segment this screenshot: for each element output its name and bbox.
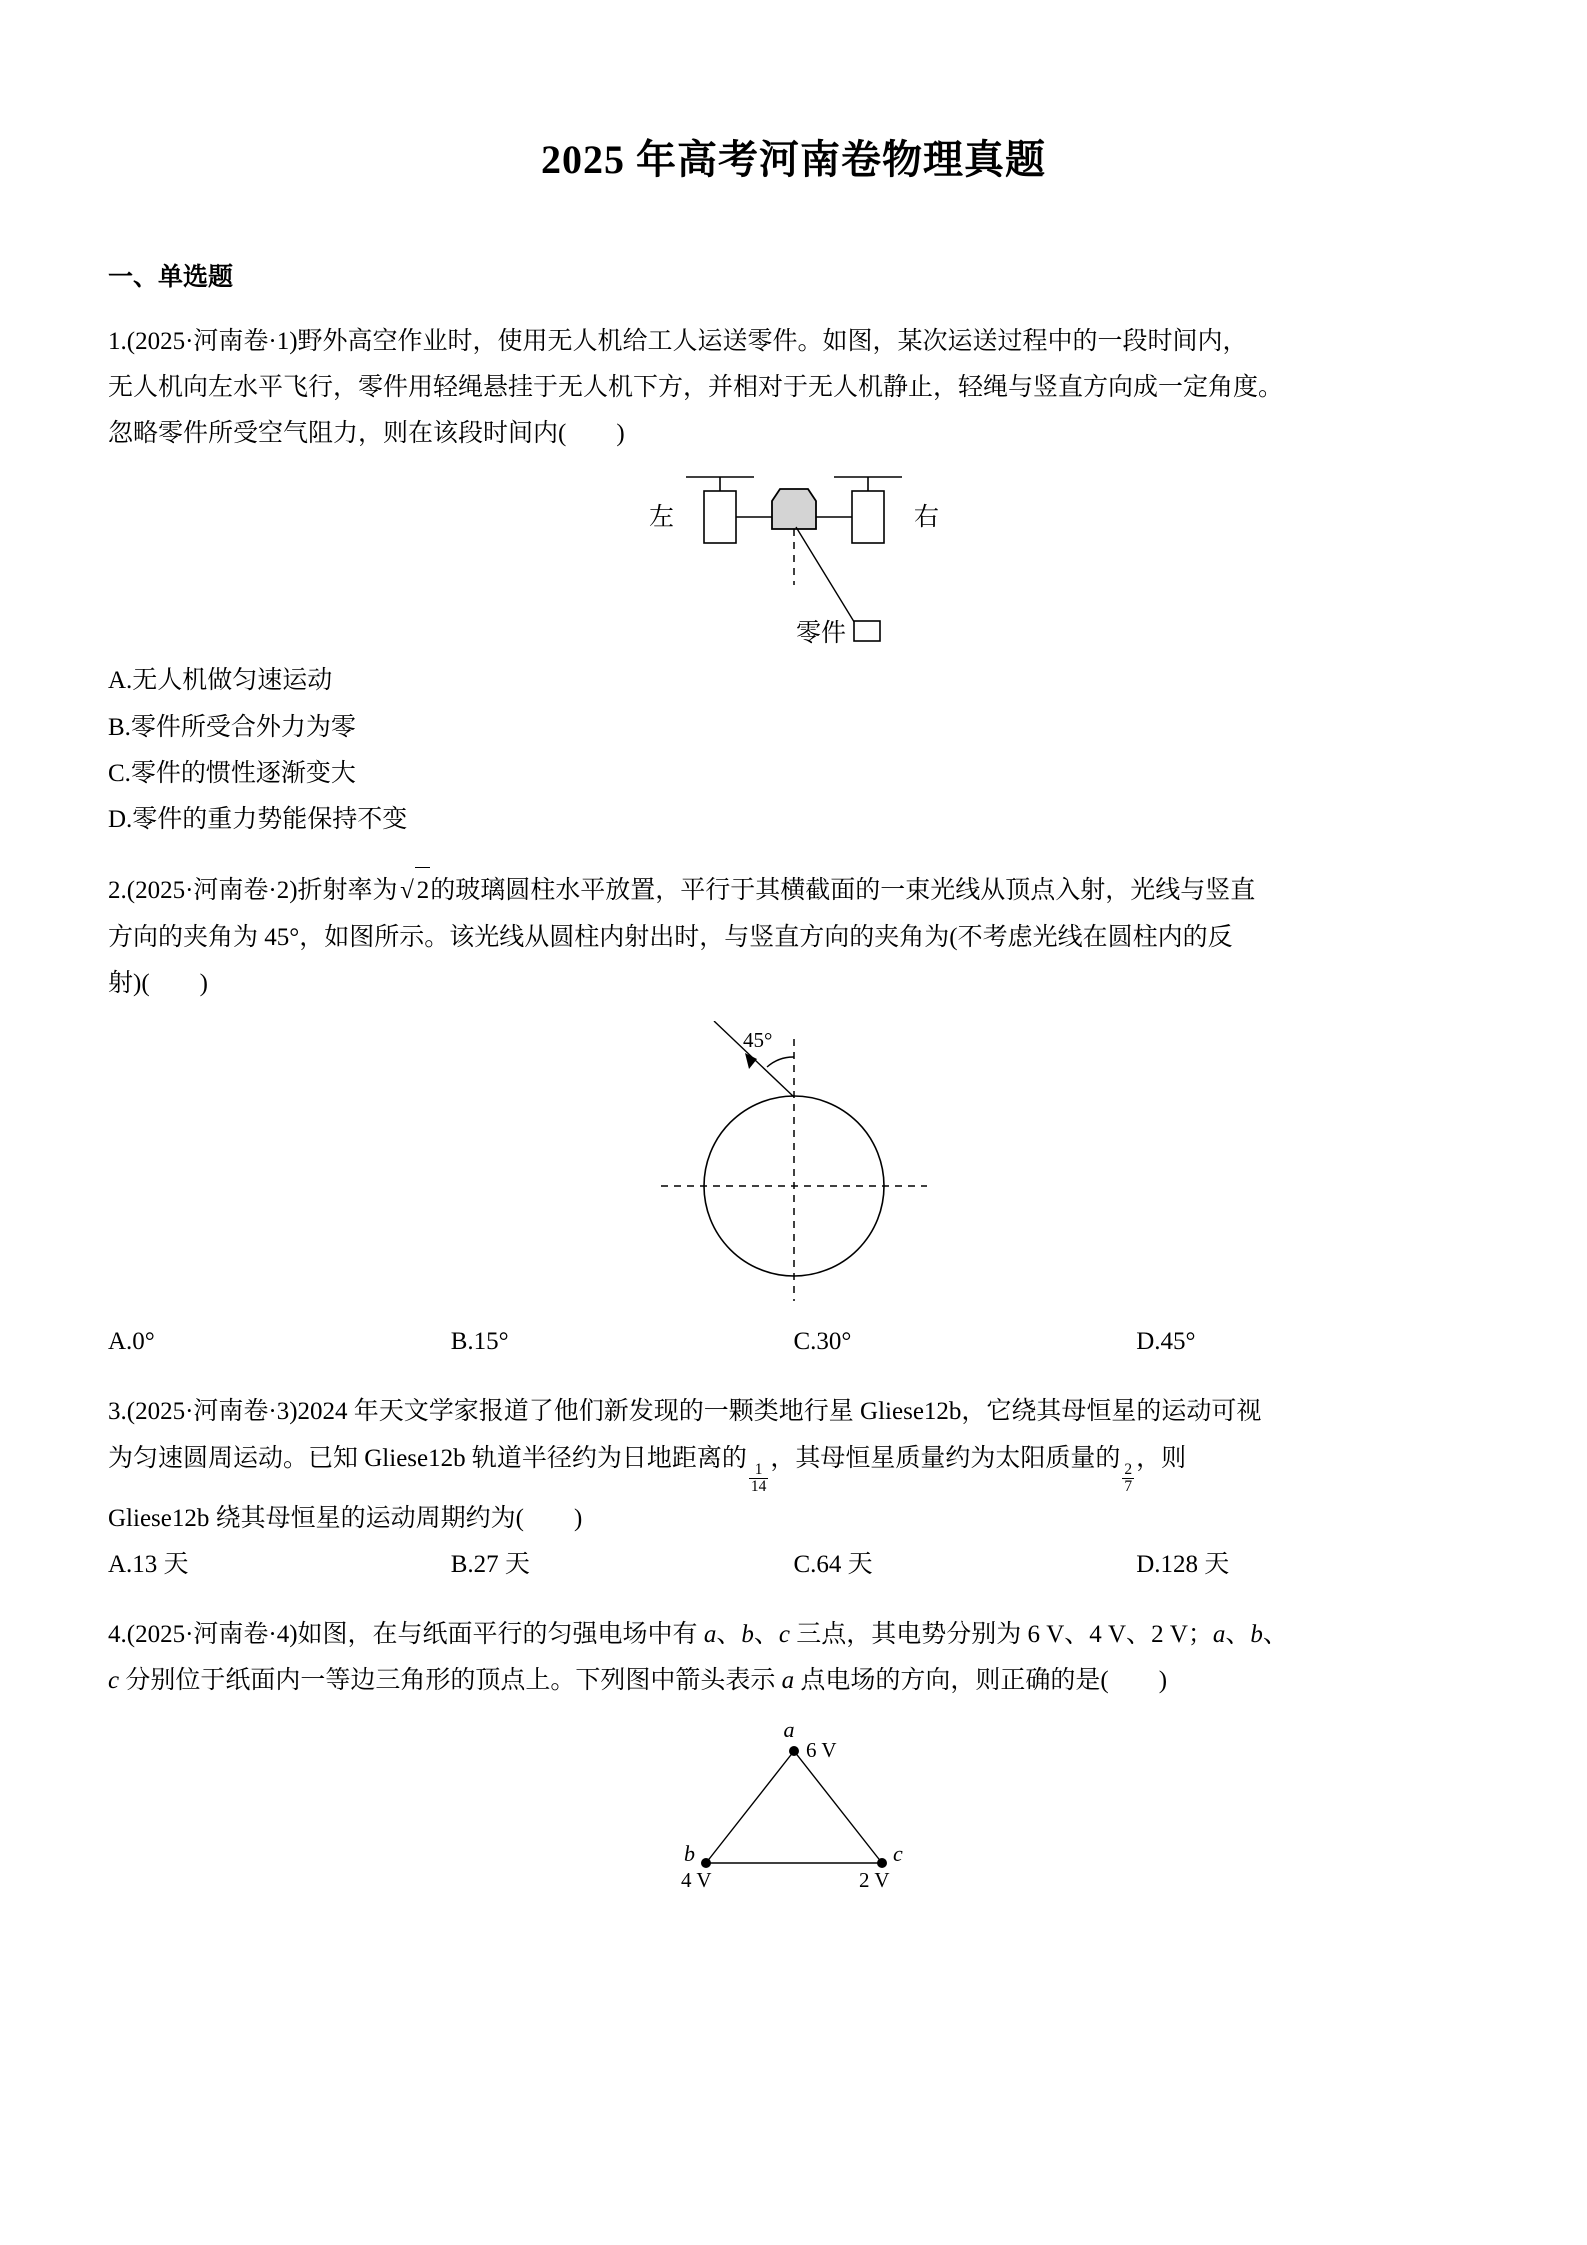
question-4-line-2-part-a: 分别位于纸面内一等边三角形的顶点上。下列图中箭头表示: [119, 1667, 782, 1695]
question-3-line-2-part-c: ，则: [1136, 1444, 1187, 1472]
equilateral-triangle-diagram: [659, 1715, 929, 1890]
question-3-options: [108, 1542, 1479, 1588]
question-4-line-2-part-b: 点电场的方向，则正确的是( ): [794, 1667, 1168, 1695]
question-3-option-c[interactable]: C.64 天: [793, 1550, 873, 1578]
question-4-line-1-part-c: 、: [753, 1621, 779, 1649]
question-4-line-1: [108, 1612, 1479, 1658]
point-a-label-2: a: [1212, 1621, 1226, 1649]
point-a-label-3: a: [781, 1667, 795, 1695]
suspension-rope: [796, 527, 856, 625]
fraction-denominator: 7: [1124, 1478, 1133, 1496]
page-title: 2025 年高考河南卷物理真题: [541, 137, 1046, 182]
point-a-label: a: [703, 1621, 717, 1649]
question-4-line-1-part-a: 4.(2025·河南卷·4)如图，在与纸面平行的匀强电场中有: [108, 1621, 704, 1649]
part-box: [854, 621, 880, 641]
right-motor-box: [852, 491, 884, 543]
question-1-option-d[interactable]: D.零件的重力势能保持不变: [108, 806, 408, 833]
question-3-line-3: Gliese12b 绕其母恒星的运动周期约为( ): [108, 1504, 583, 1532]
question-4-line-1-part-e: 、: [1225, 1621, 1251, 1649]
point-b-label: b: [741, 1621, 754, 1649]
question-2-option-d[interactable]: D.45°: [1136, 1328, 1196, 1355]
question-1-option-b[interactable]: B.零件所受合外力为零: [108, 713, 356, 741]
question-1-figure-drone: [108, 463, 1479, 648]
question-2-line-1-prefix: 2.(2025·河南卷·2)折射率为: [108, 877, 398, 905]
fraction-denominator: 14: [750, 1478, 767, 1496]
drone-body: [772, 489, 816, 529]
vertex-a-dot: [789, 1746, 799, 1756]
question-4-line-1-part-b: 、: [716, 1621, 742, 1649]
question-4: [108, 1612, 1479, 1890]
label-right: 右: [913, 504, 939, 532]
fraction-two-sevenths: [1122, 1462, 1134, 1496]
question-2-line-2: 方向的夹角为 45°，如图所示。该光线从圆柱内射出时，与竖直方向的夹角为(不考虑光线在圆柱内的反: [108, 923, 1233, 951]
question-2-option-a[interactable]: A.0°: [108, 1328, 155, 1355]
question-2: [108, 867, 1479, 1365]
question-1-option-a[interactable]: A.无人机做匀速运动: [108, 667, 333, 695]
section-heading-single-choice: 一、单选题: [108, 264, 234, 291]
point-b-label-2: b: [1250, 1621, 1263, 1649]
question-3-line-2-part-b: ，其母恒星质量约为太阳质量的: [770, 1444, 1121, 1472]
vertex-b-dot: [701, 1858, 711, 1868]
fraction-one-fourteenth: [749, 1462, 769, 1496]
question-3: [108, 1389, 1479, 1588]
angle-label: 45°: [742, 1028, 772, 1052]
drone-diagram: [624, 463, 964, 648]
vertex-c-potential: 2 V: [858, 1867, 890, 1890]
question-1: [108, 319, 1479, 844]
vertex-b-label: b: [683, 1840, 695, 1866]
question-1-line-3: 忽略零件所受空气阻力，则在该段时间内( ): [108, 420, 625, 447]
question-4-line-1-part-f: 、: [1262, 1621, 1288, 1649]
question-3-line-1: 3.(2025·河南卷·3)2024 年天文学家报道了他们新发现的一颗类地行星 Gliese12b，它绕其母恒星的运动可视: [108, 1398, 1262, 1426]
vertex-c-label: c: [892, 1840, 903, 1866]
question-2-options: [108, 1319, 1479, 1365]
vertex-a-potential: 6 V: [805, 1737, 837, 1762]
question-4-line-2: [108, 1658, 1479, 1704]
fraction-numerator: 2: [1124, 1461, 1133, 1479]
label-left: 左: [648, 504, 674, 532]
sqrt-symbol: √ 2: [398, 867, 431, 914]
question-3-option-b[interactable]: B.27 天: [450, 1550, 530, 1578]
angle-arc: [767, 1057, 794, 1067]
question-2-option-b[interactable]: B.15°: [450, 1328, 509, 1355]
label-part: 零件: [795, 620, 846, 648]
sqrt-radicand: 2: [415, 867, 431, 914]
question-2-option-c[interactable]: C.30°: [793, 1328, 852, 1355]
point-c-label-2: c: [108, 1667, 120, 1695]
vertex-b-potential: 4 V: [680, 1867, 712, 1890]
question-2-line-1-suffix: 的玻璃圆柱水平放置，平行于其横截面的一束光线从顶点入射，光线与竖直: [430, 877, 1256, 905]
question-1-line-2: 无人机向左水平飞行，零件用轻绳悬挂于无人机下方，并相对于无人机静止，轻绳与竖直方向成一定角度。: [108, 373, 1284, 401]
left-motor-box: [704, 491, 736, 543]
triangle-outline: [706, 1751, 882, 1863]
fraction-numerator: 1: [749, 1462, 769, 1479]
question-1-option-c[interactable]: C.零件的惯性逐渐变大: [108, 759, 356, 787]
vertex-a-label: a: [783, 1716, 794, 1742]
question-2-line-1: [108, 867, 1479, 914]
question-4-figure-triangle: [108, 1715, 1479, 1890]
question-1-options: [108, 658, 1479, 843]
question-3-option-d[interactable]: D.128 天: [1136, 1550, 1230, 1578]
question-1-line-1: 1.(2025·河南卷·1)野外高空作业时，使用无人机给工人运送零件。如图，某次运送过程中的一段时间内，: [108, 327, 1248, 355]
question-3-line-2-part-a: 为匀速圆周运动。已知 Gliese12b 轨道半径约为日地距离的: [108, 1444, 747, 1472]
vertex-c-dot: [877, 1858, 887, 1868]
question-2-line-3: 射)( ): [108, 969, 208, 997]
point-c-label: c: [778, 1621, 790, 1649]
question-4-line-1-part-d: 三点，其电势分别为 6 V、4 V、2 V；: [789, 1621, 1213, 1649]
question-2-figure-cylinder: [108, 1021, 1479, 1311]
question-3-option-a[interactable]: A.13 天: [108, 1550, 189, 1578]
question-3-line-2: [108, 1436, 1479, 1496]
glass-cylinder-diagram: [639, 1021, 949, 1311]
